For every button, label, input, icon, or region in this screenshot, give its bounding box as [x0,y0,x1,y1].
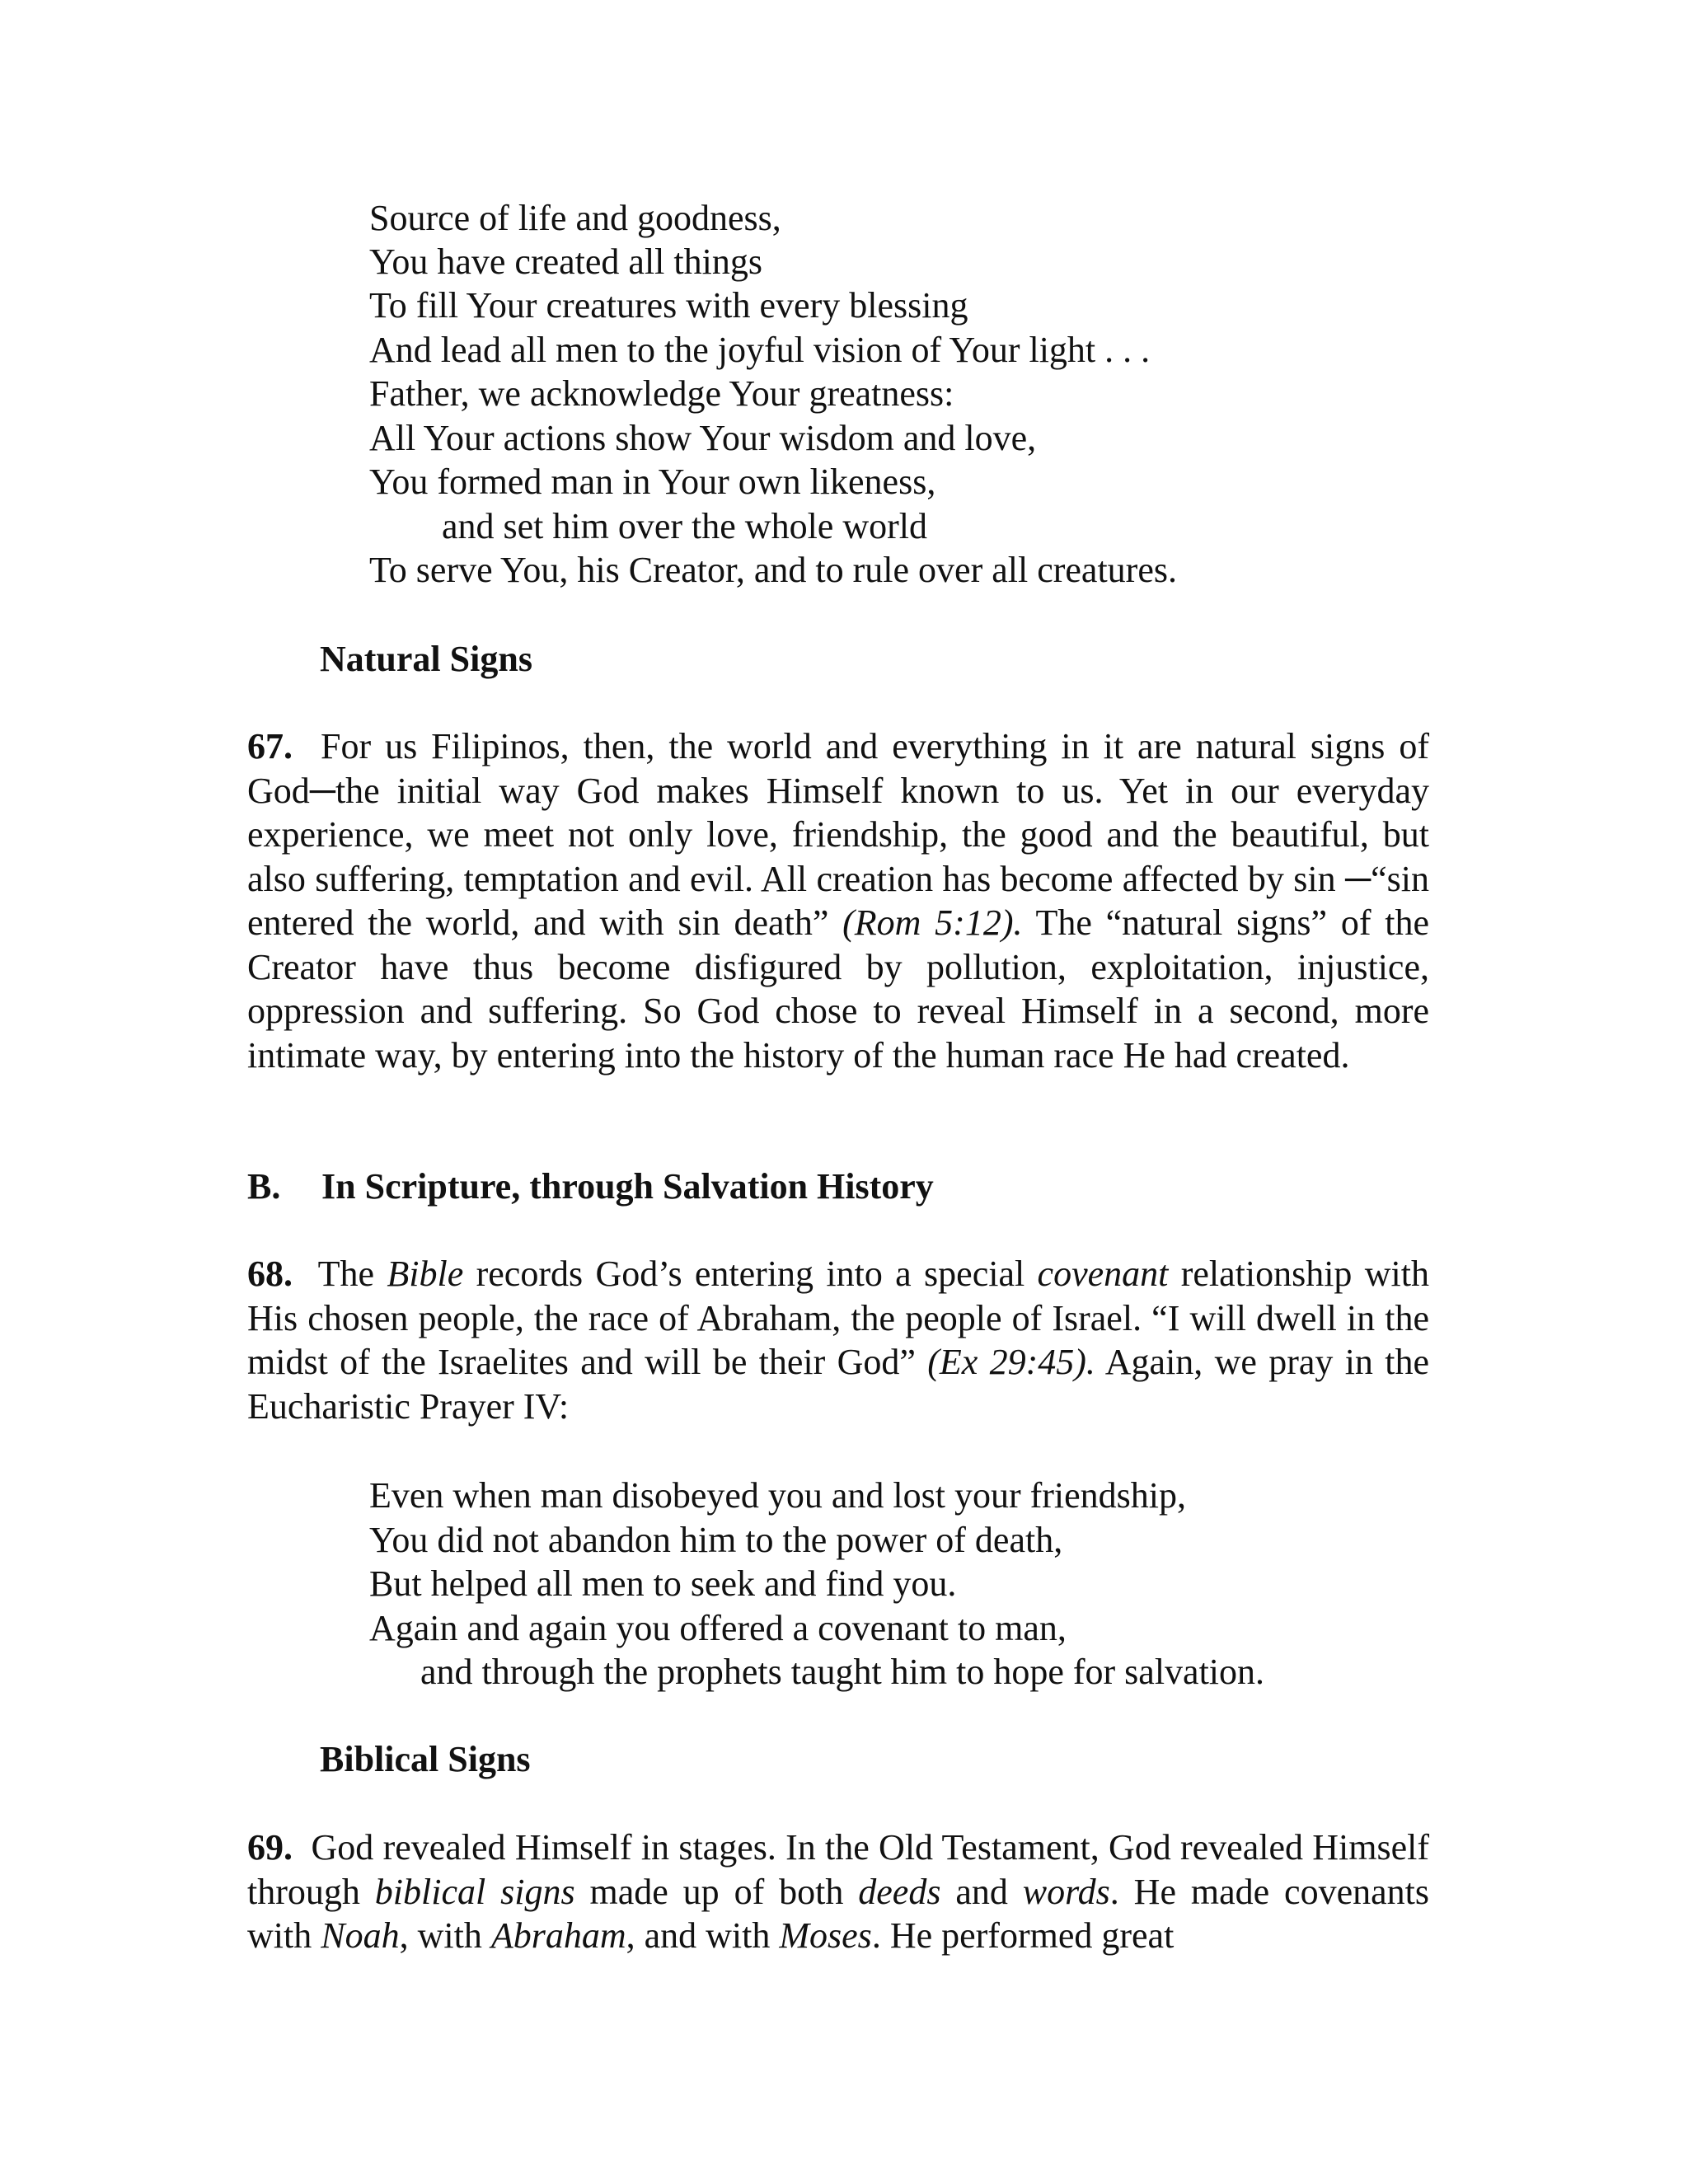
prayer-line: Even when man disobeyed you and lost your friendship, [369,1475,1187,1516]
subheading-biblical-signs: Biblical Signs [320,1739,531,1779]
prayer-line: Source of life and goodness, [369,198,781,238]
section-heading-b [247,1165,934,1209]
emphasis-text: deeds [858,1871,941,1912]
section-title: In Scripture, through Salvation History [321,1166,934,1207]
prayer-line: To fill Your creatures with every blessing [369,285,968,326]
paragraph-68 [247,1252,1429,1428]
prayer-line: But helped all men to seek and find you. [369,1563,957,1604]
emphasis-text: Moses [779,1915,872,1956]
paragraph-67 [247,724,1429,1077]
paragraph-text: made up of both [574,1871,859,1912]
prayer-line-indented: and set him over the whole world [442,506,927,546]
paragraph-number: 67. [247,726,293,766]
paragraph-text: . He made covenants with [247,1871,1429,1956]
subheading-natural-signs: Natural Signs [320,639,532,679]
paragraph-text: Again, we pray in the Eucharistic Prayer IV: [247,1342,1429,1427]
prayer-line: To serve You, his Creator, and to rule over all creatures. [369,550,1177,590]
paragraph-text: God revealed Himself in stages. In the Old Testament, God revealed Himself through [247,1827,1430,1912]
paragraph-text: The “natural signs” of the Creator have thus become disfigured by pollution, exploitation, injustice, oppression and suffering. So God chose to reveal Himself in a second, more intimate way, by entering into the history of the human race He had created. [247,902,1429,1076]
prayer-line: You formed man in Your own likeness, [369,462,936,502]
emphasis-text: biblical signs [374,1871,575,1912]
paragraph-text: . He performed great [871,1915,1175,1956]
paragraph-text: For us Filipinos, then, the world and everything in it are natural signs of God─the initial way God makes Himself known to us. Yet in our everyday experience, we meet not only love, friendship, the good and the beautiful, but also suffering, temptation and evil. All creation has become affected by sin ─“sin entered the world, and with sin death” [247,726,1429,943]
paragraph-text: relationship with His chosen people, the race of Abraham, the people of Israel. “I will dwell in the midst of the Israelites and will be their God” [247,1254,1429,1382]
prayer-line: And lead all men to the joyful vision of Your light . . . [369,330,1151,370]
paragraph-number: 69. [247,1827,293,1868]
emphasis-text: Noah [321,1915,400,1956]
paragraph-text: The [317,1254,387,1294]
prayer-line: Again and again you offered a covenant to man, [369,1608,1067,1648]
prayer-line-indented: and through the prophets taught him to hope for salvation. [420,1652,1265,1692]
prayer-line: Father, we acknowledge Your greatness: [369,373,954,414]
emphasis-text: Bible [387,1254,464,1294]
emphasis-text: covenant [1037,1254,1169,1294]
scripture-reference: (Rom 5:12). [842,902,1023,943]
emphasis-text: words [1022,1871,1110,1912]
paragraph-text: , and with [626,1915,780,1956]
paragraph-69 [247,1825,1429,1958]
emphasis-text: Abraham [490,1915,626,1956]
paragraph-text: , with [399,1915,491,1956]
prayer-line: All Your actions show Your wisdom and love, [369,418,1037,458]
paragraph-text: records God’s entering into a special [463,1254,1038,1294]
prayer-line: You have created all things [369,241,762,282]
prayer-line: You did not abandon him to the power of death, [369,1520,1063,1560]
paragraph-text: and [940,1871,1023,1912]
section-letter: B. [247,1166,281,1207]
paragraph-number: 68. [247,1254,293,1294]
scripture-reference: (Ex 29:45). [927,1342,1095,1382]
